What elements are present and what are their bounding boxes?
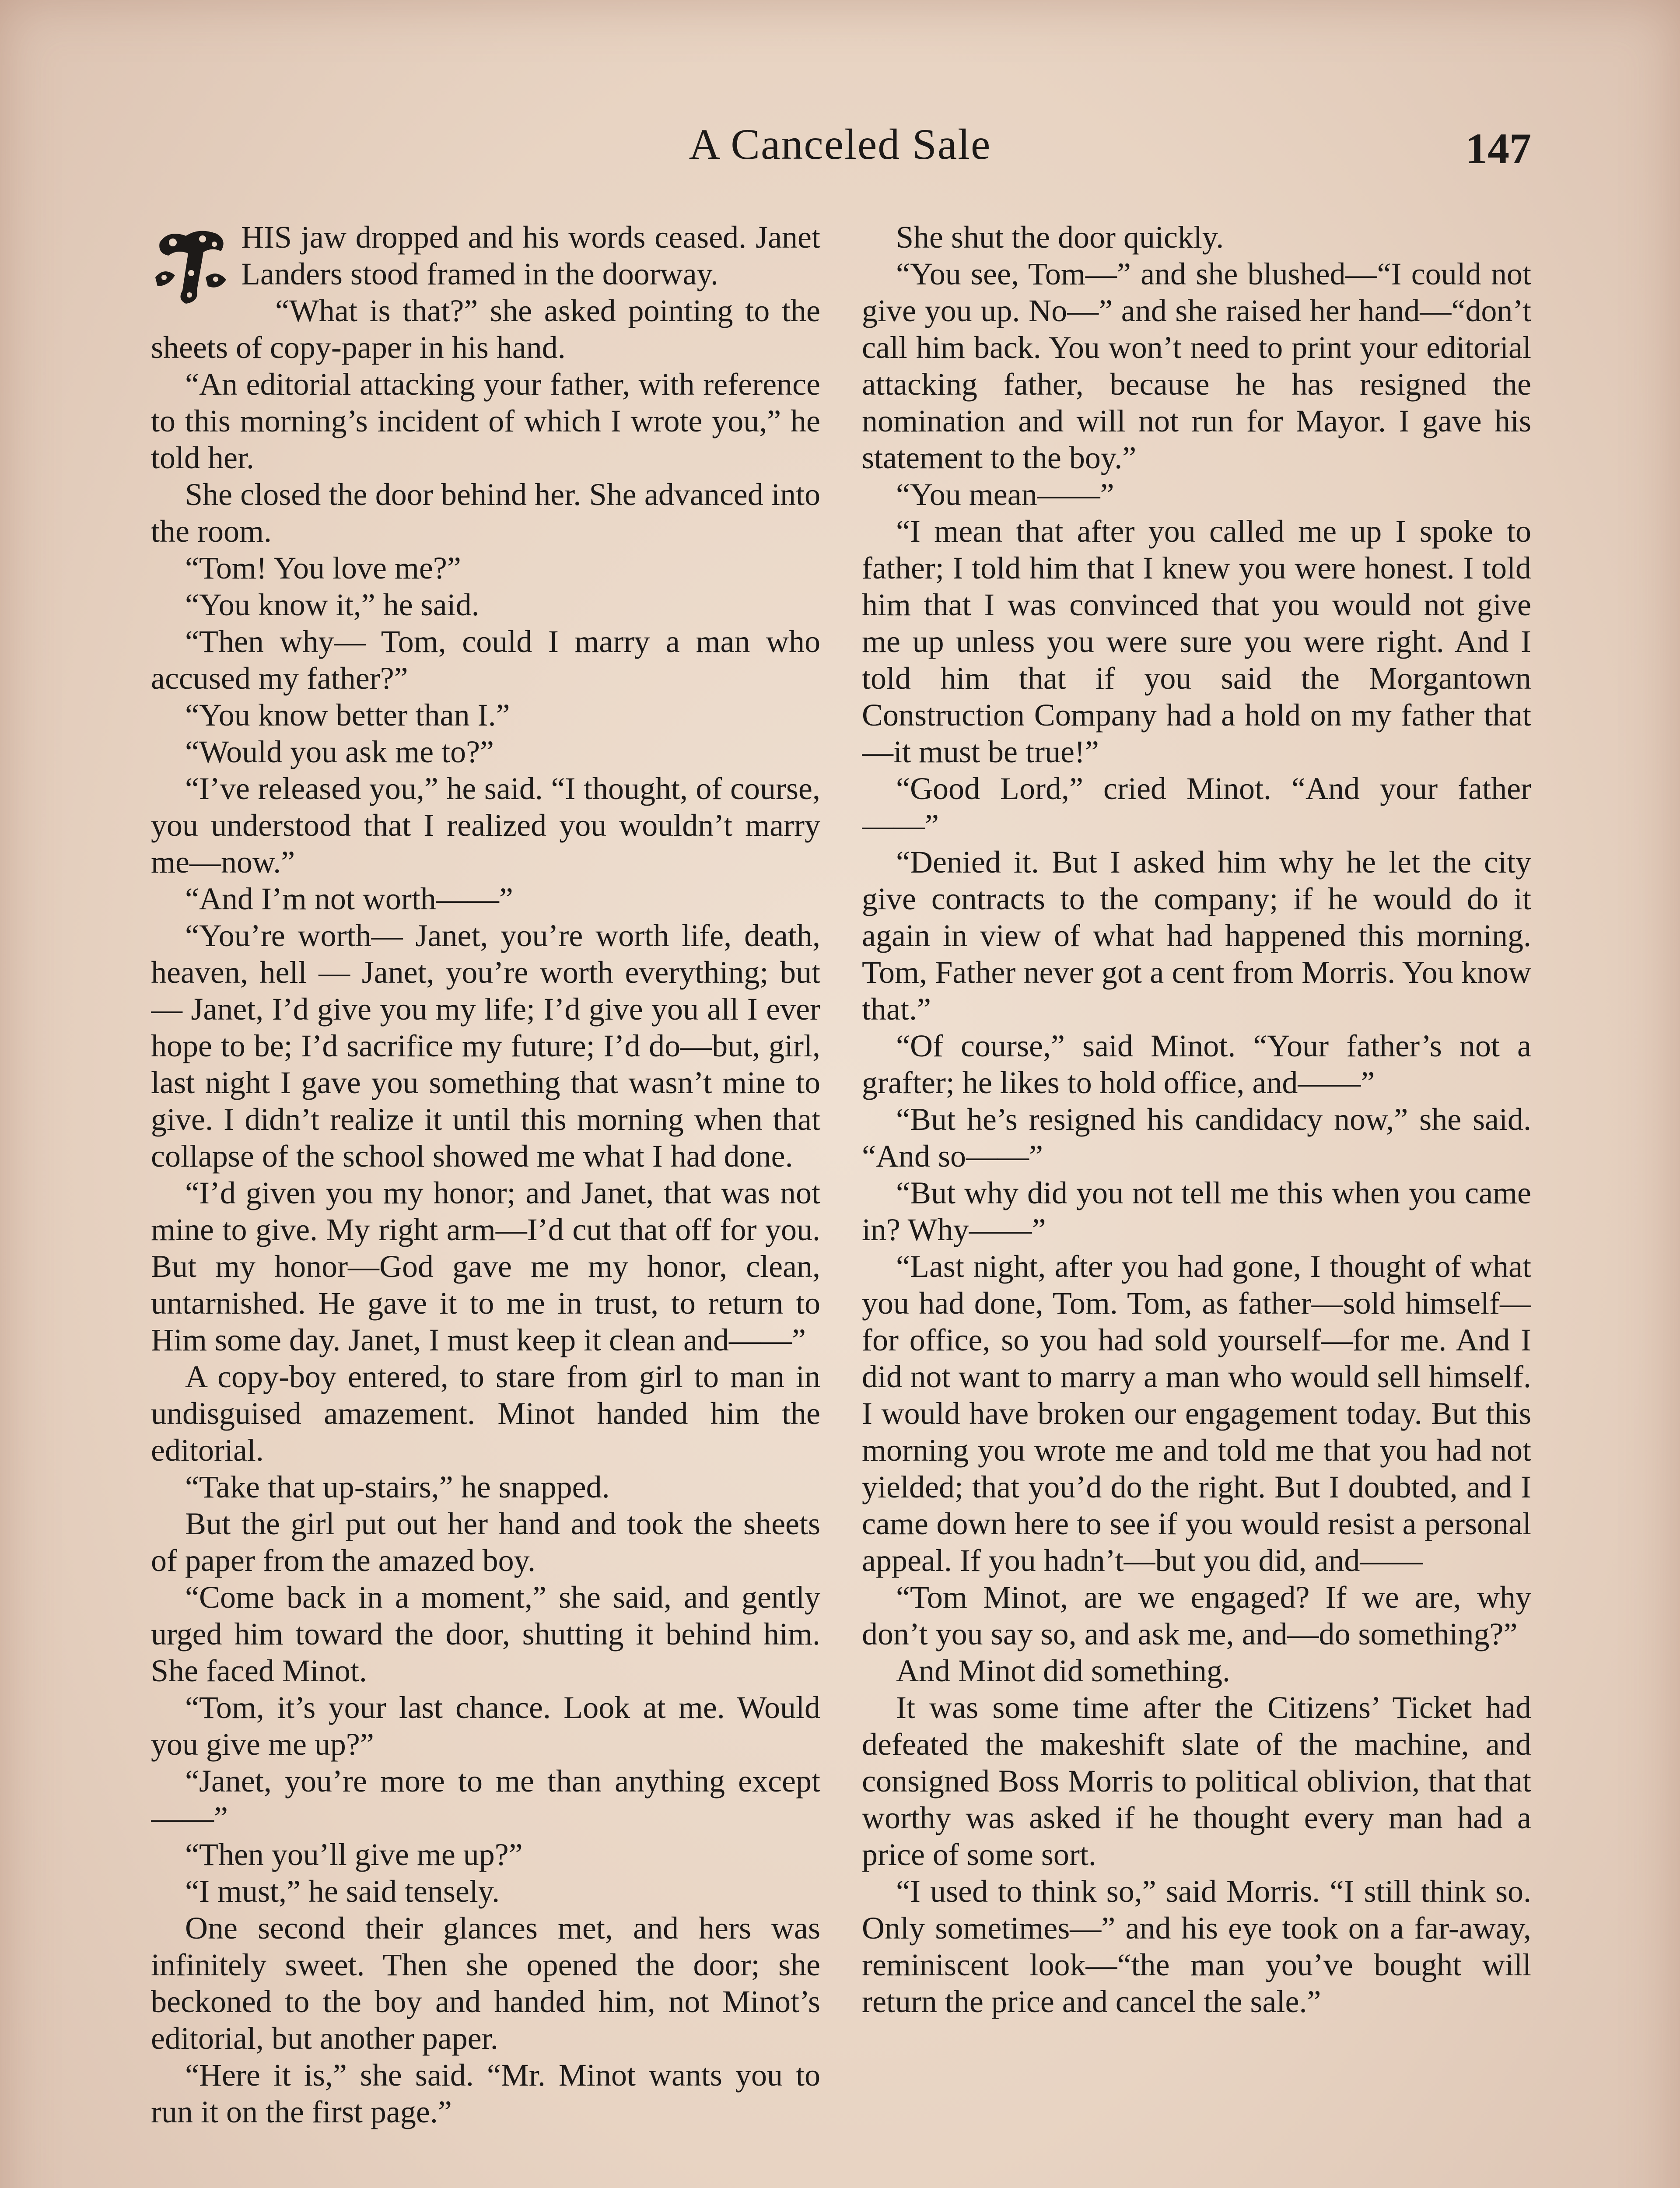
paragraph: And Minot did something. — [896, 1653, 1231, 1688]
right-column — [862, 219, 1531, 2188]
paragraph: “You know it,” he said. — [185, 587, 480, 622]
paragraph: “Take that up-stairs,” he snapped. — [185, 1469, 610, 1504]
paragraph: “And I’m not worth——” — [185, 881, 513, 916]
paragraph: “Then you’ll give me up?” — [185, 1837, 523, 1872]
paragraph: “An editorial attacking your father, with reference to this morning’s incident of which I wrote you,” he told her. — [151, 367, 820, 475]
paragraph: “What is that?” she asked pointing to the sheets of copy-paper in his hand. — [151, 293, 820, 365]
paragraph: “Tom! You love me?” — [185, 551, 461, 586]
paragraph: “You know better than I.” — [185, 698, 510, 733]
paragraph: “Good Lord,” cried Minot. “And your father——” — [862, 771, 1531, 843]
paragraph: It was some time after the Citizens’ Ticket had defeated the makeshift slate of the machine, and consigned Boss Morris to political oblivion, that that worthy was asked if he thought every man had a price of some sort. — [862, 1690, 1531, 1872]
paragraph: “You see, Tom—” and she blushed—“I could not give you up. No—” and she raised her hand—“don’t call him back. You won’t need to print your editorial attacking father, because he has resigned the nomination and will not run for Mayor. I gave his statement to the boy.” — [862, 256, 1531, 475]
paragraph: She shut the door quickly. — [896, 220, 1224, 255]
paragraph: “But why did you not tell me this when you came in? Why——” — [862, 1175, 1531, 1247]
paragraph: “I must,” he said tensely. — [185, 1874, 500, 1909]
paragraph: “You’re worth— Janet, you’re worth life, death, heaven, hell — Janet, you’re worth everything; but— Janet, I’d give you my life; I’d give you all I ever hope to be; I’d sacrifice my future; I’d do—but, girl, last night I gave you something that wasn’t mine to give. I didn’t realize it until this morning when that collapse of the school showed me what I had done. — [151, 918, 820, 1174]
paragraph: “Denied it. But I asked him why he let the city give contracts to the company; if he would do it again in view of what had happened this morning. Tom, Father never got a cent from Morris. You know that.” — [862, 845, 1531, 1027]
running-head-title: A Canceled Sale — [689, 120, 991, 168]
paragraph: “I mean that after you called me up I spoke to father; I told him that I knew you were honest. I told him that I was convinced that you would not give me up unless you were sure you were right. And I told him that if you said the Morgantown Construction Company had a hold on my father that—it must be true!” — [862, 514, 1531, 769]
paragraph: “I used to think so,” said Morris. “I still think so. Only sometimes—” and his eye took on a far-away, reminiscent look—“the man you’ve bought will return the price and cancel the sale.” — [862, 1874, 1531, 2019]
paragraph: “I’ve released you,” he said. “I thought, of course, you understood that I realized you wouldn’t marry me—now.” — [151, 771, 820, 880]
paragraph: “But he’s resigned his candidacy now,” she said. “And so——” — [862, 1102, 1531, 1174]
left-column — [151, 219, 820, 2188]
paragraph: “I’d given you my honor; and Janet, that was not mine to give. My right arm—I’d cut that off for you. But my honor—God gave me my honor, clean, untarnished. He gave it to me in trust, to return to Him some day. Janet, I must keep it clean and——” — [151, 1175, 820, 1357]
paragraph: She closed the door behind her. She advanced into the room. — [151, 477, 820, 549]
paragraph: “You mean——” — [896, 477, 1114, 512]
paragraph: One second their glances met, and hers was infinitely sweet. Then she opened the door; she beckoned to the boy and handed him, not Minot’s editorial, but another paper. — [151, 1911, 820, 2056]
paragraph: “Come back in a moment,” she said, and gently urged him toward the door, shutting it behind him. She faced Minot. — [151, 1580, 820, 1688]
paragraph: “Janet, you’re more to me than anything except——” — [151, 1764, 820, 1835]
paragraph: “Last night, after you had gone, I thought of what you had done, Tom. Tom, as father—sold himself—for office, so you had sold yourself—for me. And I did not want to marry a man who would sell himself. I would have broken our engagement today. But this morning you wrote me and told me that you had not yielded; that you’d do the right. But I doubted, and I came down here to see if you would resist a personal appeal. If you hadn’t—but you did, and—— — [862, 1249, 1531, 1578]
paragraph: “Would you ask me to?” — [185, 734, 494, 769]
paragraph: HIS jaw dropped and his words ceased. Janet Landers stood framed in the doorway. — [241, 220, 820, 291]
ornamental-drop-cap-icon — [151, 225, 230, 308]
paragraph: “Then why— Tom, could I marry a man who accused my father?” — [151, 624, 820, 696]
paragraph: “Tom Minot, are we engaged? If we are, why don’t you say so, and ask me, and—do something?” — [862, 1580, 1531, 1652]
paragraph: A copy-boy entered, to stare from girl to man in undisguised amazement. Minot handed him the editorial. — [151, 1359, 820, 1468]
paragraph: “Here it is,” she said. “Mr. Minot wants you to run it on the first page.” — [151, 2058, 820, 2129]
page-number: 147 — [1466, 124, 1531, 173]
paragraph: But the girl put out her hand and took the sheets of paper from the amazed boy. — [151, 1506, 820, 1578]
paragraph: “Tom, it’s your last chance. Look at me. Would you give me up?” — [151, 1690, 820, 1762]
paragraph: “Of course,” said Minot. “Your father’s not a grafter; he likes to hold office, and——” — [862, 1028, 1531, 1100]
